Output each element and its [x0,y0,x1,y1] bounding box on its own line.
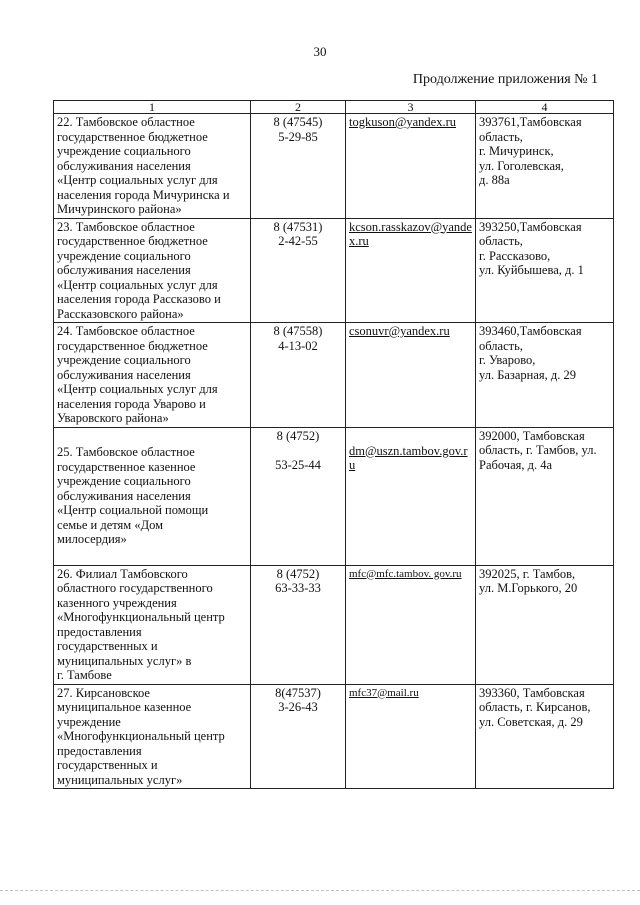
phone-number: 8 (47531) 2-42-55 [251,218,346,323]
table-row [54,427,614,565]
institution-name: 23. Тамбовское областное государственное бюджетное учреждение социального обслуживания населения «Центр социальных услуг для населения города Рассказово и Рассказовского района» [54,218,251,323]
address: 392025, г. Тамбов, ул. М.Горького, 20 [476,565,614,684]
table-header-row [54,101,614,114]
address: 393360, Тамбовская область, г. Кирсанов, ул. Советская, д. 29 [476,684,614,789]
scan-edge-artifact [0,884,640,891]
address: 393460,Тамбовская область, г. Уварово, ул. Базарная, д. 29 [476,323,614,428]
email-link[interactable]: csonuvr@yandex.ru [346,323,476,428]
table-row [54,114,614,219]
institution-name: 24. Тамбовское областное государственное бюджетное учреждение социального обслуживания населения «Центр социальных услуг для населения города Уварово и Уваровского района» [54,323,251,428]
email-link[interactable]: mfc@mfc.tambov. gov.ru [346,565,476,684]
institution-name: 25. Тамбовское областное государственное казенное учреждение социального обслуживания населения «Центр социальной помощи семье и детям «Дом милосердия» [54,427,251,565]
table-row [54,684,614,789]
phone-number: 8 (47545) 5-29-85 [251,114,346,219]
table-row [54,565,614,684]
address: 393761,Тамбовская область, г. Мичуринск, ул. Гоголевская, д. 88а [476,114,614,219]
institution-name: 26. Филиал Тамбовского областного государственного казенного учреждения «Многофункциональный центр предоставления государственных и муниципальных услуг» в г. Тамбове [54,565,251,684]
table-row [54,218,614,323]
phone-number: 8 (4752) 63-33-33 [251,565,346,684]
phone-number: 8 (47558) 4-13-02 [251,323,346,428]
column-header: 2 [251,101,346,114]
institution-name: 22. Тамбовское областное государственное бюджетное учреждение социального обслуживания населения «Центр социальных услуг для населения города Мичуринска и Мичуринского района» [54,114,251,219]
address: 392000, Тамбовская область, г. Тамбов, ул. Рабочая, д. 4а [476,427,614,565]
phone-number: 8(47537) 3-26-43 [251,684,346,789]
address: 393250,Тамбовская область, г. Рассказово, ул. Куйбышева, д. 1 [476,218,614,323]
email-link[interactable]: mfc37@mail.ru [346,684,476,789]
column-header: 4 [476,101,614,114]
email-link[interactable]: togkuson@yandex.ru [346,114,476,219]
institution-name: 27. Кирсановское муниципальное казенное учреждение «Многофункциональный центр предоставления государственных и муниципальных услуг» [54,684,251,789]
column-header: 3 [346,101,476,114]
phone-number: 8 (4752) 53-25-44 [251,427,346,565]
email-link[interactable]: kcson.rasskazov@yandex.ru [346,218,476,323]
page-number: 30 [313,44,327,59]
institutions-table [53,100,614,789]
continuation-label: Продолжение приложения № 1 [412,72,598,87]
column-header: 1 [54,101,251,114]
table-row [54,323,614,428]
email-link[interactable]: dm@uszn.tambov.gov.ru [346,427,476,565]
